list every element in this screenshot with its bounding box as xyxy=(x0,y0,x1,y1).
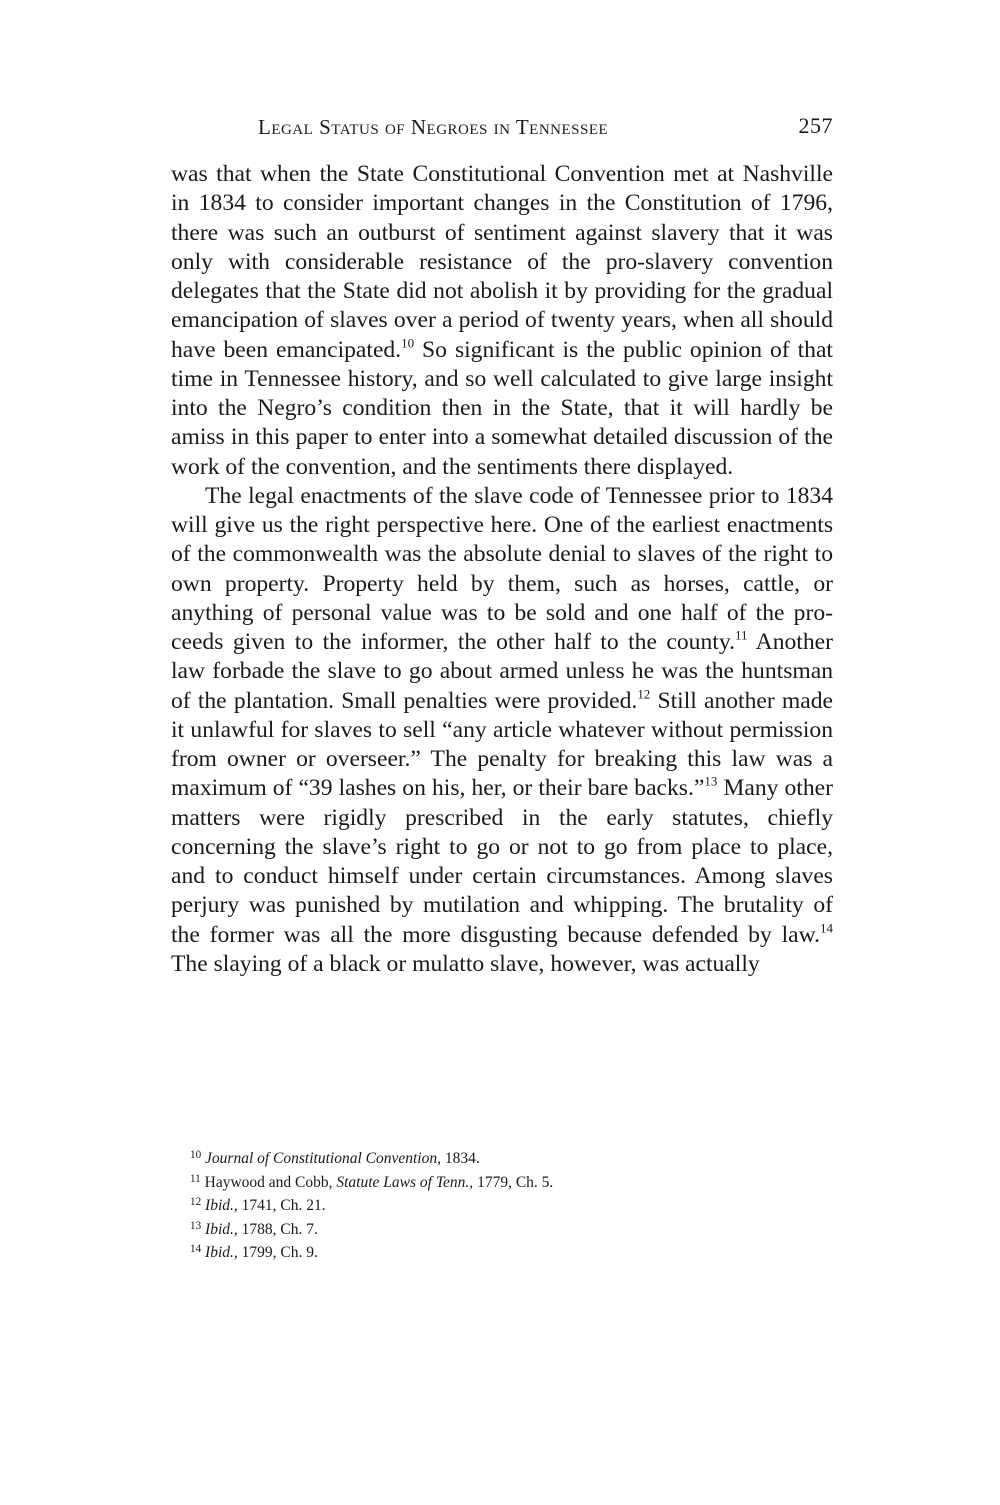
paragraph-2 xyxy=(171,482,833,979)
paragraph-2-text-4: Many other matters were rigidly prescribed in the early statutes, chiefly concerning the slave’s right to go or not to go from place to place, and to conduct himself under certain circumstances. Among slaves perjury was punished by mutilation and whipping. The brutality of the former was all the more disgusting because defended by law. xyxy=(171,775,833,948)
body-text xyxy=(171,160,833,979)
footnote xyxy=(190,1147,830,1171)
paragraph-2-text-2: Another law forbade the slave to go about armed unless he was the huntsman of the plantation. Small penalties were provided. xyxy=(171,629,833,714)
footnote-number: 10 xyxy=(190,1148,202,1161)
paragraph-1 xyxy=(171,160,833,482)
footnotes xyxy=(190,1147,830,1265)
footnote-work-title: Ibid., xyxy=(205,1197,238,1215)
footnote-work-title: Journal of Constitutional Convention, xyxy=(205,1150,441,1167)
page-number: 257 xyxy=(798,113,833,138)
footnote xyxy=(190,1194,830,1218)
paragraph-1-text-1: was that when the State Constitutional Convention met at Nashville in 1834 to consider important changes in the Constitution of 1796, there was such an outburst of sentiment against slavery that it was only with considerable resistance of the pro-slavery convention delegates that the State did not abolish it by providing for the gradual emancipation of slaves over a period of twenty years, when all should have been emancipated. xyxy=(171,161,833,363)
footnote-number: 12 xyxy=(190,1196,202,1209)
footnote-work-title: Ibid., xyxy=(205,1244,238,1262)
footnote-ref-12: 12 xyxy=(637,685,651,701)
footnote-citation: 1779, Ch. 5. xyxy=(473,1173,554,1191)
footnote-citation: 1741, Ch. 21. xyxy=(237,1197,326,1215)
paragraph-2-text-3: Still another made it unlawful for slaves to sell “any article whatever without permission from owner or overseer.” The penalty for breaking this law was a maximum of “39 lashes on his, her, or their bare backs.” xyxy=(171,687,833,802)
footnote-number: 11 xyxy=(190,1172,201,1185)
footnote-citation: 1788, Ch. 7. xyxy=(237,1220,318,1238)
paragraph-2-text-1: The legal enactments of the slave code of Tennessee prior to 1834 will give us the right perspective here. One of the earliest enactments of the commonwealth was the absolute denial to slaves of the right to own property. Property held by them, such as horses, cattle, or anything of personal value was to be sold and one half of the proceeds given to the informer, the other half to the county. xyxy=(171,482,833,655)
footnote-number: 14 xyxy=(190,1243,202,1256)
running-title: Legal Status of Negroes in Tennessee xyxy=(258,115,609,139)
running-head xyxy=(258,113,833,145)
footnote-ref-10: 10 xyxy=(401,334,415,350)
footnote-prefix: Haywood and Cobb, xyxy=(204,1173,337,1191)
footnote-ref-13: 13 xyxy=(704,773,718,789)
footnote-citation: 1834. xyxy=(440,1150,480,1167)
footnote xyxy=(190,1218,830,1242)
footnote-number: 13 xyxy=(190,1219,202,1232)
footnote-ref-11: 11 xyxy=(735,627,748,643)
footnote-work-title: Statute Laws of Tenn., xyxy=(336,1173,474,1191)
footnote xyxy=(190,1171,830,1195)
paragraph-2-text-5: The slaying of a black or mulatto slave, however, was actually xyxy=(171,950,760,977)
footnote-citation: 1799, Ch. 9. xyxy=(237,1244,318,1262)
paragraph-1-text-2: So significant is the public opinion of that time in Tennessee history, and so well calculated to give large insight into the Negro’s condition then in the State, that it will hardly be amiss in this paper to enter into a somewhat detailed discussion of the work of the convention, and the sentiments there displayed. xyxy=(171,336,833,480)
footnote-work-title: Ibid., xyxy=(205,1220,238,1238)
footnote-ref-14: 14 xyxy=(820,919,833,935)
footnote xyxy=(190,1241,830,1265)
